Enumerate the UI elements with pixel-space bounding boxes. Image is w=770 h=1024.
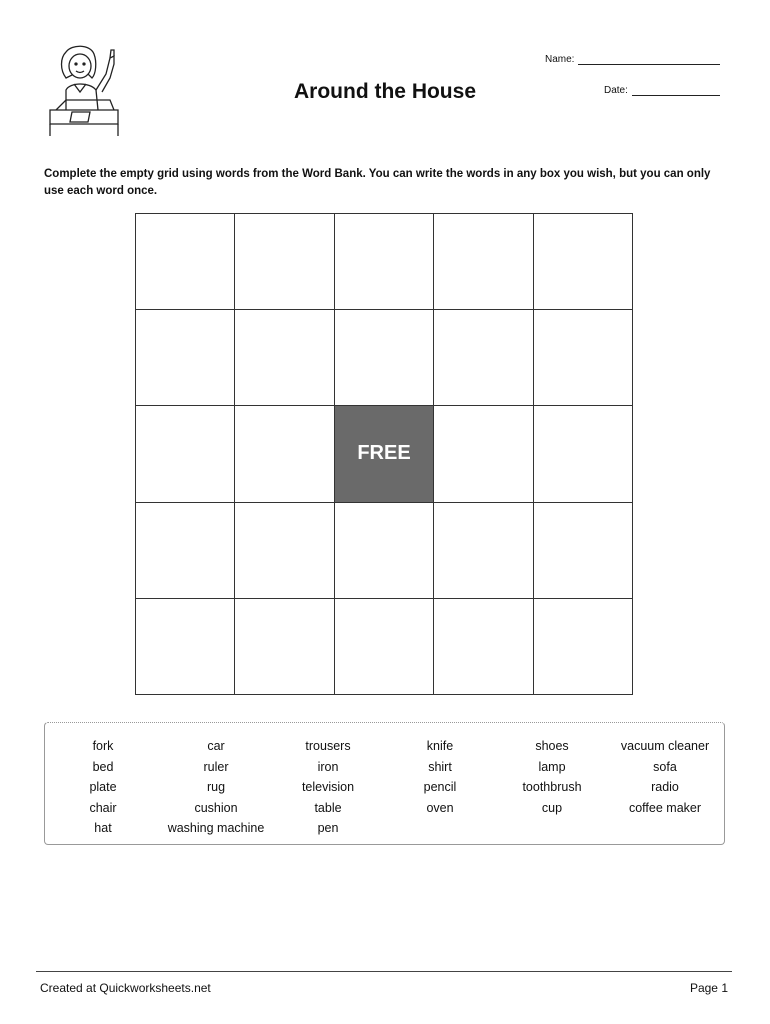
word-bank-word: fork bbox=[92, 739, 114, 753]
word-bank-word: pen bbox=[317, 821, 339, 835]
student-raising-hand-illustration bbox=[44, 44, 124, 140]
grid-cell[interactable] bbox=[335, 503, 434, 599]
grid-cell[interactable] bbox=[136, 406, 235, 502]
grid-cell[interactable] bbox=[235, 599, 334, 695]
grid-cell[interactable] bbox=[534, 599, 633, 695]
grid-cell[interactable] bbox=[235, 406, 334, 502]
free-cell: FREE bbox=[335, 406, 434, 502]
grid-cell[interactable] bbox=[534, 503, 633, 599]
grid-cell[interactable] bbox=[136, 214, 235, 310]
word-bank-word: iron bbox=[317, 759, 339, 774]
word-bank-word: radio bbox=[651, 780, 679, 794]
word-bank bbox=[44, 722, 725, 845]
grid-cell[interactable] bbox=[434, 599, 533, 695]
word-bank-word: sofa bbox=[653, 759, 677, 774]
word-bank-column bbox=[156, 736, 276, 839]
word-bank-word: oven bbox=[426, 800, 454, 815]
grid-cell[interactable] bbox=[534, 310, 633, 406]
word-bank-word: washing machine bbox=[167, 821, 265, 835]
word-bank-word: table bbox=[314, 800, 342, 815]
name-label: Name: bbox=[545, 54, 575, 65]
grid-cell[interactable] bbox=[434, 406, 533, 502]
page-number: Page 1 bbox=[689, 981, 728, 995]
name-blank-line[interactable] bbox=[578, 55, 720, 65]
word-bank-word: television bbox=[301, 780, 355, 794]
footer-credit: Created at Quickworksheets.net bbox=[40, 981, 211, 995]
word-bank-word: plate bbox=[89, 780, 117, 794]
grid-cell[interactable] bbox=[335, 599, 434, 695]
word-bank-word: cushion bbox=[194, 800, 238, 815]
word-bank-column bbox=[268, 736, 388, 839]
word-bank-word: trousers bbox=[305, 739, 351, 753]
word-bank-word: chair bbox=[89, 800, 117, 815]
grid-cell[interactable] bbox=[534, 214, 633, 310]
word-bank-word: coffee maker bbox=[628, 800, 702, 815]
word-bank-column bbox=[605, 736, 725, 818]
grid-cell[interactable] bbox=[136, 599, 235, 695]
grid-cell[interactable] bbox=[235, 310, 334, 406]
name-field[interactable] bbox=[545, 54, 720, 65]
word-bank-word: shirt bbox=[428, 759, 452, 774]
grid-cell[interactable] bbox=[136, 310, 235, 406]
word-bank-column bbox=[380, 736, 500, 818]
date-field[interactable] bbox=[604, 85, 720, 96]
word-bank-column bbox=[43, 736, 163, 839]
grid-cell[interactable] bbox=[534, 406, 633, 502]
word-bank-word: car bbox=[207, 739, 225, 753]
word-bank-word: hat bbox=[94, 821, 112, 835]
word-bank-word: lamp bbox=[538, 759, 566, 774]
page-title: Around the House bbox=[294, 80, 476, 103]
word-bank-word: toothbrush bbox=[522, 780, 582, 794]
bingo-grid bbox=[135, 213, 633, 695]
word-bank-word: cup bbox=[541, 800, 563, 815]
word-bank-column bbox=[492, 736, 612, 818]
date-label: Date: bbox=[604, 85, 628, 96]
date-blank-line[interactable] bbox=[632, 86, 720, 96]
grid-cell[interactable] bbox=[434, 310, 533, 406]
word-bank-word: ruler bbox=[203, 759, 229, 774]
grid-cell[interactable] bbox=[335, 214, 434, 310]
word-bank-word: bed bbox=[92, 759, 114, 774]
grid-cell[interactable] bbox=[335, 310, 434, 406]
grid-cell[interactable] bbox=[136, 503, 235, 599]
word-bank-word: knife bbox=[426, 739, 454, 753]
grid-cell[interactable] bbox=[434, 503, 533, 599]
word-bank-word: shoes bbox=[535, 739, 569, 753]
instructions-text: Complete the empty grid using words from the Word Bank. You can write the words in any box you wish, but you can only use each word once. bbox=[44, 168, 711, 197]
word-bank-word: rug bbox=[206, 780, 226, 794]
word-bank-word: pencil bbox=[423, 780, 457, 794]
word-bank-word: vacuum cleaner bbox=[620, 739, 710, 753]
footer-divider bbox=[36, 971, 732, 972]
grid-cell[interactable] bbox=[434, 214, 533, 310]
grid-cell[interactable] bbox=[235, 503, 334, 599]
grid-cell[interactable] bbox=[235, 214, 334, 310]
